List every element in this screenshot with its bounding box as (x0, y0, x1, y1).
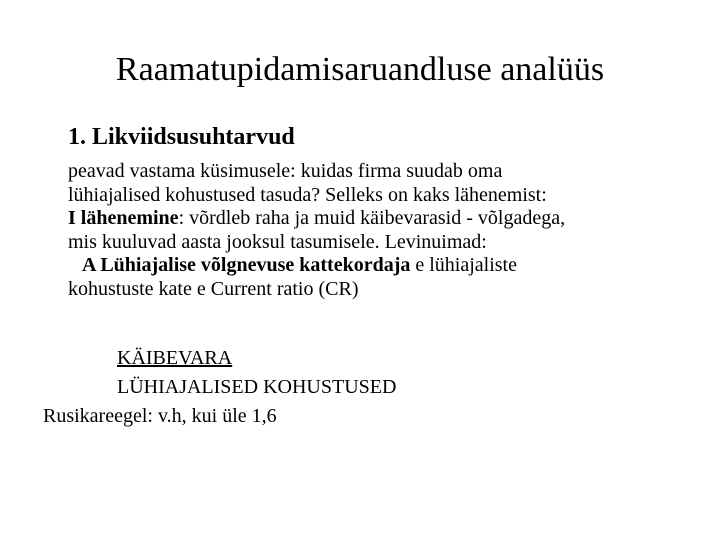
formula-numerator: KÄIBEVARA (117, 347, 233, 369)
body-text (68, 160, 708, 301)
body-line-5 (68, 254, 708, 278)
body-line-6: kohustuste kate e Current ratio (CR) (68, 277, 359, 300)
section-heading: 1. Likviidsusuhtarvud (68, 124, 295, 150)
body-line-2: lühiajalised kohustused tasuda? Selleks on kaks lähenemist: (68, 183, 547, 206)
slide-title: Raamatupidamisaruandluse analüüs (115, 51, 605, 88)
ratio-alias-1: e lühiajaliste (410, 254, 517, 276)
approach-description: : võrdleb raha ja muid käibevarasid - võlgadega, (178, 207, 566, 229)
ratio-formula (117, 344, 396, 402)
ratio-name: A Lühiajalise võlgnevuse kattekordaja (82, 254, 411, 276)
approach-label: I lähenemine (68, 207, 179, 229)
rule-of-thumb: Rusikareegel: v.h, kui üle 1,6 (43, 405, 277, 427)
body-line-4: mis kuuluvad aasta jooksul tasumisele. Levinuimad: (68, 230, 487, 253)
body-line-3 (68, 207, 708, 231)
formula-denominator: LÜHIAJALISED KOHUSTUSED (117, 376, 397, 398)
body-line-1: peavad vastama küsimusele: kuidas firma suudab oma (68, 160, 503, 182)
